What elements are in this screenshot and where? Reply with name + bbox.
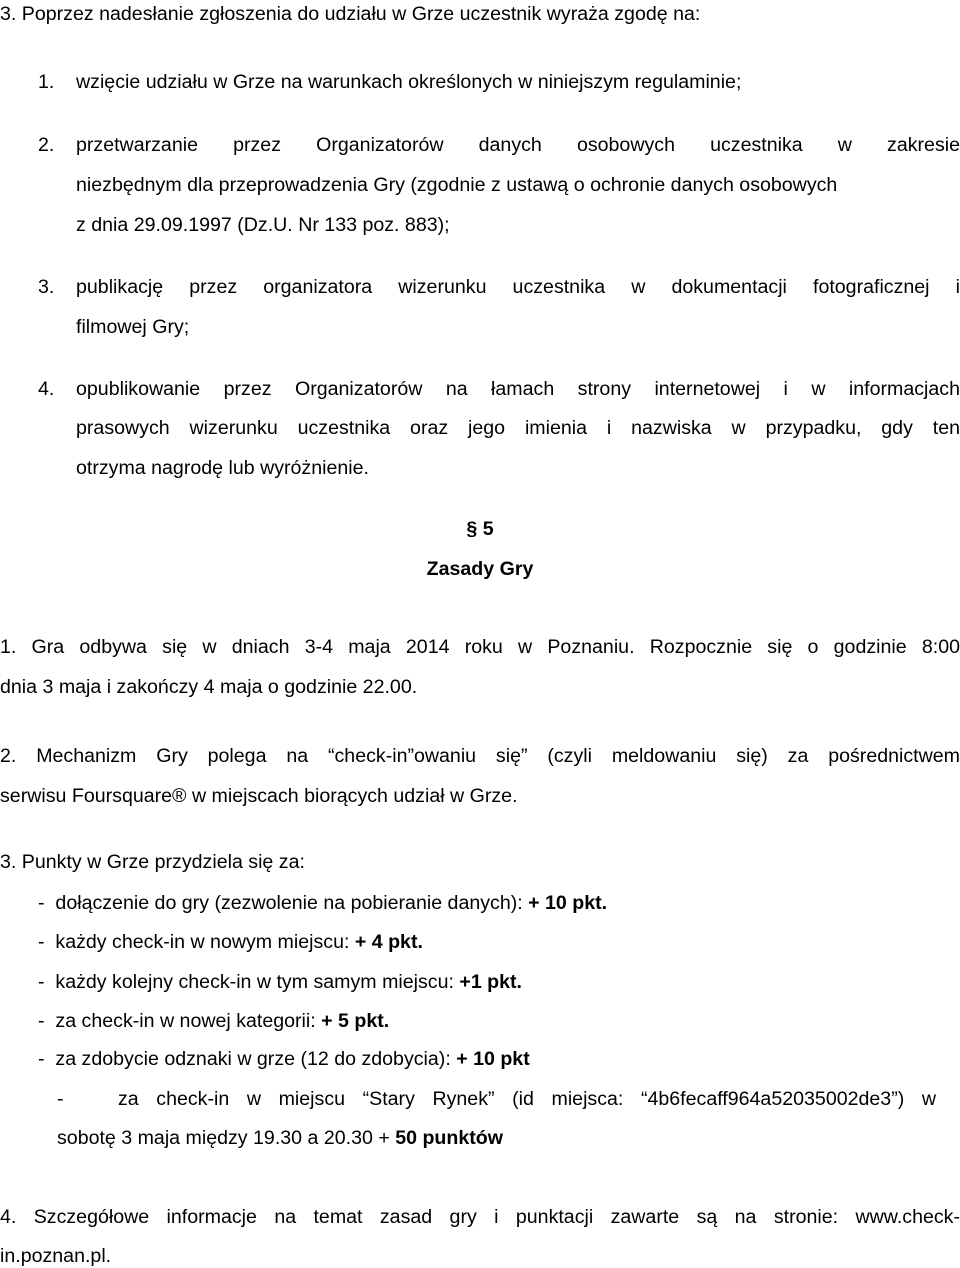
special-points-line-1: za check-in w miejscu “Stary Rynek” (id miejsca: “4b6fecaff964a52035002de3”) w	[118, 1088, 936, 1110]
points-value: + 10 pkt	[456, 1048, 530, 1070]
consent-item-4-line-3: otrzyma nagrodę lub wyróżnienie.	[76, 457, 369, 479]
consent-item-4-number: 4.	[38, 378, 55, 400]
points-item	[38, 1047, 530, 1071]
section-sign: § 5	[466, 518, 494, 540]
points-text: za zdobycie odznaki w grze (12 do zdobycia):	[55, 1048, 457, 1070]
rule-1-line-2: dnia 3 maja i zakończy 4 maja o godzinie 22.00.	[0, 676, 418, 698]
special-points-dash: -	[57, 1088, 64, 1110]
points-text: za check-in w nowej kategorii:	[55, 1010, 322, 1032]
points-text: każdy check-in w nowym miejscu:	[55, 931, 355, 953]
consent-item-2-line-1: przetwarzanie przez Organizatorów danych osobowych uczestnika w zakresie	[76, 134, 960, 156]
section-title: Zasady Gry	[426, 558, 534, 580]
points-value: + 4 pkt.	[354, 931, 423, 953]
points-value: + 10 pkt.	[528, 892, 608, 914]
points-text: każdy kolejny check-in w tym samym miejscu:	[55, 971, 460, 993]
consent-item-2-number: 2.	[38, 134, 55, 156]
points-value: +1 pkt.	[459, 971, 522, 993]
rule-3-intro: 3. Punkty w Grze przydziela się za:	[0, 851, 305, 873]
consent-item-2-line-2: niezbędnym dla przeprowadzenia Gry (zgodnie z ustawą o ochronie danych osobowych	[76, 174, 838, 196]
rule-4-line-2: in.poznan.pl.	[0, 1245, 112, 1267]
consent-intro: 3. Poprzez nadesłanie zgłoszenia do udziału w Grze uczestnik wyraża zgodę na:	[0, 3, 701, 25]
special-points-text: sobotę 3 maja między 19.30 a 20.30 +	[57, 1127, 396, 1149]
consent-item-3-line-2: filmowej Gry;	[76, 316, 190, 338]
points-item	[38, 970, 522, 994]
points-text: dołączenie do gry (zezwolenie na pobieranie danych):	[55, 892, 529, 914]
consent-item-4-line-2: prasowych wizerunku uczestnika oraz jego imienia i nazwiska w przypadku, gdy ten	[76, 417, 960, 439]
consent-item-1-text: wzięcie udziału w Grze na warunkach określonych w niniejszym regulaminie;	[76, 71, 742, 93]
points-dash: -	[38, 931, 45, 953]
special-points-value: 50 punktów	[395, 1127, 503, 1149]
consent-item-2-line-3: z dnia 29.09.1997 (Dz.U. Nr 133 poz. 883);	[76, 214, 450, 236]
points-dash: -	[38, 1010, 45, 1032]
consent-item-3-line-1: publikację przez organizatora wizerunku uczestnika w dokumentacji fotograficznej i	[76, 276, 960, 298]
points-item	[38, 930, 423, 954]
consent-item-3-number: 3.	[38, 276, 55, 298]
consent-item-1-number: 1.	[38, 71, 55, 93]
points-item	[38, 891, 607, 915]
rule-2-line-1: 2. Mechanizm Gry polega na “check-in”owaniu się” (czyli meldowaniu się) za pośrednictwem	[0, 745, 960, 767]
points-dash: -	[38, 892, 45, 914]
rule-2-line-2: serwisu Foursquare® w miejscach biorących udział w Grze.	[0, 785, 518, 807]
special-points-line-2	[57, 1126, 503, 1150]
rule-4-line-1: 4. Szczegółowe informacje na temat zasad gry i punktacji zawarte są na stronie: www.check-	[0, 1206, 960, 1228]
points-value: + 5 pkt.	[321, 1010, 390, 1032]
rule-1-line-1: 1. Gra odbywa się w dniach 3-4 maja 2014 roku w Poznaniu. Rozpocznie się o godzinie 8:00	[0, 636, 960, 658]
consent-item-4-line-1: opublikowanie przez Organizatorów na łamach strony internetowej i w informacjach	[76, 378, 960, 400]
points-item	[38, 1009, 389, 1033]
points-dash: -	[38, 971, 45, 993]
points-dash: -	[38, 1048, 45, 1070]
